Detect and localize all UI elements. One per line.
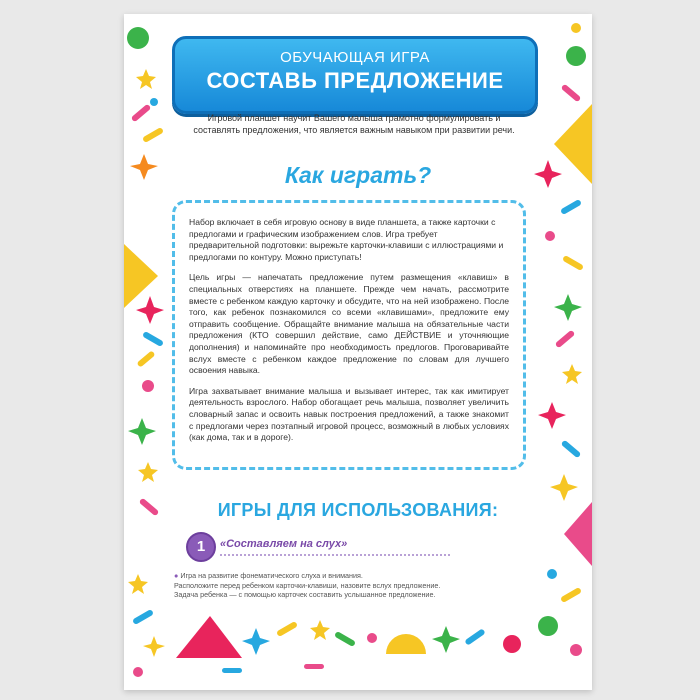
how-to-play-heading: Как играть? bbox=[284, 162, 432, 188]
confetti-star bbox=[128, 574, 148, 594]
confetti-stick bbox=[132, 609, 154, 625]
banner-subtitle: ОБУЧАЮЩАЯ ИГРА bbox=[280, 49, 430, 66]
confetti-stick bbox=[276, 621, 298, 637]
confetti-dot bbox=[547, 569, 557, 579]
confetti-stick bbox=[560, 199, 582, 215]
confetti-dot bbox=[570, 644, 582, 656]
rules-paragraph: Цель игры — напечатать предложение путем размещения «клавиш» в специальных отверстиях на планшете. Прежде чем начать, рассмотрите вместе с ребенком каждую карточку и обсудите, что на ней изображено. После того, как ребенок познакомился со всеми «клавишами», предложите ему отправить сообщение. Обращайте внимание малыша на обязательные части предложения (КТО совершил действие, само ДЕЙСТВИЕ и уточняющие дополнения) и напоминайте про необходимость предлогов. Проговаривайте вслух вместе с ребенком каждое предложение по словам для лучшего освоения навыка. bbox=[189, 272, 509, 376]
games-heading: ИГРЫ ДЛЯ ИСПОЛЬЗОВАНИЯ: bbox=[217, 500, 499, 520]
confetti-star bbox=[562, 364, 582, 384]
confetti-stick bbox=[555, 330, 576, 349]
game-description-line bbox=[174, 571, 534, 581]
confetti-spark bbox=[538, 402, 566, 429]
confetti-dot bbox=[571, 23, 581, 33]
confetti-stick bbox=[334, 631, 356, 647]
confetti-triangle bbox=[124, 244, 158, 308]
game-number-badge: 1 bbox=[186, 532, 216, 562]
confetti-stick bbox=[562, 255, 584, 271]
confetti-stick bbox=[142, 127, 164, 143]
confetti-spark bbox=[136, 296, 164, 324]
confetti-stick bbox=[561, 84, 582, 103]
confetti-stick bbox=[464, 628, 485, 646]
confetti-stick bbox=[142, 331, 164, 347]
confetti-star bbox=[138, 462, 158, 482]
confetti-star bbox=[310, 620, 330, 640]
confetti-stick bbox=[304, 664, 324, 669]
confetti-stick bbox=[560, 587, 582, 603]
confetti-circle bbox=[503, 635, 521, 653]
confetti-dot bbox=[150, 98, 158, 106]
confetti-spark bbox=[550, 474, 578, 501]
confetti-dot bbox=[133, 667, 143, 677]
game-description-line: Задача ребенка — с помощью карточек составить услышанное предложение. bbox=[174, 590, 436, 600]
confetti-spark bbox=[128, 418, 156, 445]
confetti-spark bbox=[143, 636, 165, 657]
game-title-underline bbox=[220, 554, 450, 556]
confetti-spark bbox=[242, 628, 270, 655]
rules-box bbox=[172, 200, 526, 470]
confetti-stick bbox=[136, 350, 155, 367]
title-banner bbox=[172, 36, 538, 114]
confetti-dot bbox=[367, 633, 377, 643]
confetti-stick bbox=[131, 104, 152, 123]
banner-title: СОСТАВЬ ПРЕДЛОЖЕНИЕ bbox=[206, 68, 504, 93]
rules-paragraph: Игра захватывает внимание малыша и вызывает интерес, так как имитирует деятельность взрослого. Набор обогащает речь малыша, позволяет увеличить словарный запас и освоить навык построения предложений, а также знакомит с предлогами через поэтапный игровой процесс, возможный в любых условиях (как дома, так и в дороге). bbox=[189, 385, 509, 443]
rules-paragraph: Набор включает в себя игровую основу в виде планшета, а также карточки с предлогами и графическим изображением слов. Игра требует предварительной подготовки: вырежьте карточки-клавиши с иллюстрациями и предлогами по контуру. Можно приступать! bbox=[189, 217, 504, 262]
confetti-half-circle bbox=[386, 634, 426, 654]
confetti-triangle bbox=[176, 616, 242, 658]
confetti-stick bbox=[222, 668, 242, 673]
instruction-sheet bbox=[124, 14, 592, 690]
confetti-stick bbox=[561, 440, 582, 459]
intro-text: Игровой планшет научит Вашего малыша грамотно формулировать и составлять предложения, что является важным навыком при развитии речи. bbox=[193, 113, 515, 135]
confetti-circle bbox=[538, 616, 558, 636]
confetti-circle bbox=[127, 27, 149, 49]
confetti-spark bbox=[432, 626, 460, 653]
confetti-spark bbox=[554, 294, 582, 321]
game-description-line: Расположите перед ребенком карточки-клавиши, назовите вслух предложение. bbox=[174, 580, 441, 590]
bullet-icon: ● bbox=[174, 571, 181, 580]
confetti-circle bbox=[566, 46, 586, 66]
confetti-star bbox=[136, 69, 156, 89]
game-title: «Составляем на слух» bbox=[220, 538, 348, 550]
confetti-dot bbox=[142, 380, 154, 392]
game-goal: Игра на развитие фонематического слуха и внимания. bbox=[180, 571, 363, 580]
confetti-dot bbox=[545, 231, 555, 241]
game-description bbox=[174, 571, 534, 600]
